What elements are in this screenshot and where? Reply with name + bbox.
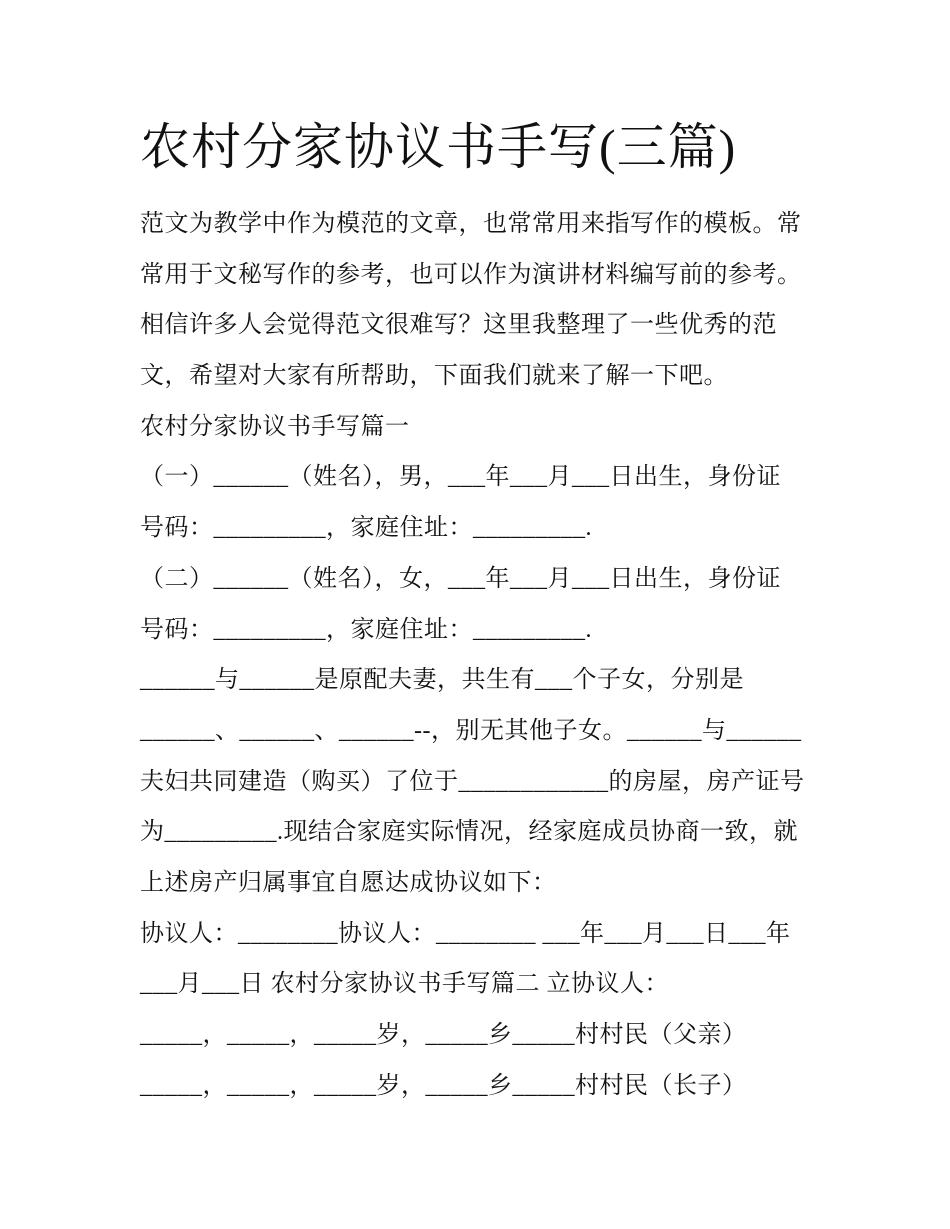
party-one-line-2: 号码：_________，家庭住址：_________. [140, 515, 592, 542]
body-line: 夫妇共同建造（购买）了位于____________的房屋，房产证号 [140, 768, 805, 795]
party-line-father: _____，_____，_____岁，_____乡_____村村民（父亲） [140, 1022, 747, 1048]
body-line: 为_________.现结合家庭实际情况，经家庭成员协商一致，就 [140, 819, 798, 846]
document-body [140, 199, 820, 1111]
intro-line-4: 文，希望对大家有所帮助，下面我们就来了解一下吧。 [140, 363, 728, 390]
section-heading-1: 农村分家协议书手写篇一 [140, 413, 410, 440]
signature-line: 协议人：________协议人：________ ___年___月___日___年 [140, 920, 791, 947]
document-title: 农村分家协议书手写(三篇) [140, 119, 737, 175]
body-line: ______与______是原配夫妻，共生有___个子女，分别是 [140, 667, 744, 694]
party-two-line-2: 号码：_________，家庭住址：_________. [140, 616, 592, 643]
party-two-line-1: （二）______（姓名），女，___年___月___日出生，身份证 [140, 565, 781, 592]
intro-line-3: 相信许多人会觉得范文很难写？这里我整理了一些优秀的范 [140, 312, 777, 339]
body-line: ______、______、______--，别无其他子女。______与______ [140, 717, 802, 744]
intro-line-1: 范文为教学中作为模范的文章，也常常用来指写作的模板。常 [140, 211, 802, 237]
body-line: 上述房产归属事宜自愿达成协议如下： [140, 869, 557, 896]
intro-line-2: 常用于文秘写作的参考，也可以作为演讲材料编写前的参考。 [140, 261, 802, 288]
party-line-eldest-son: _____，_____，_____岁，_____乡_____村村民（长子） [140, 1072, 747, 1099]
signature-line: ___月___日 农村分家协议书手写篇二 立协议人： [140, 971, 669, 998]
party-one-line-1: （一）______（姓名），男，___年___月___日出生，身份证 [140, 464, 781, 491]
